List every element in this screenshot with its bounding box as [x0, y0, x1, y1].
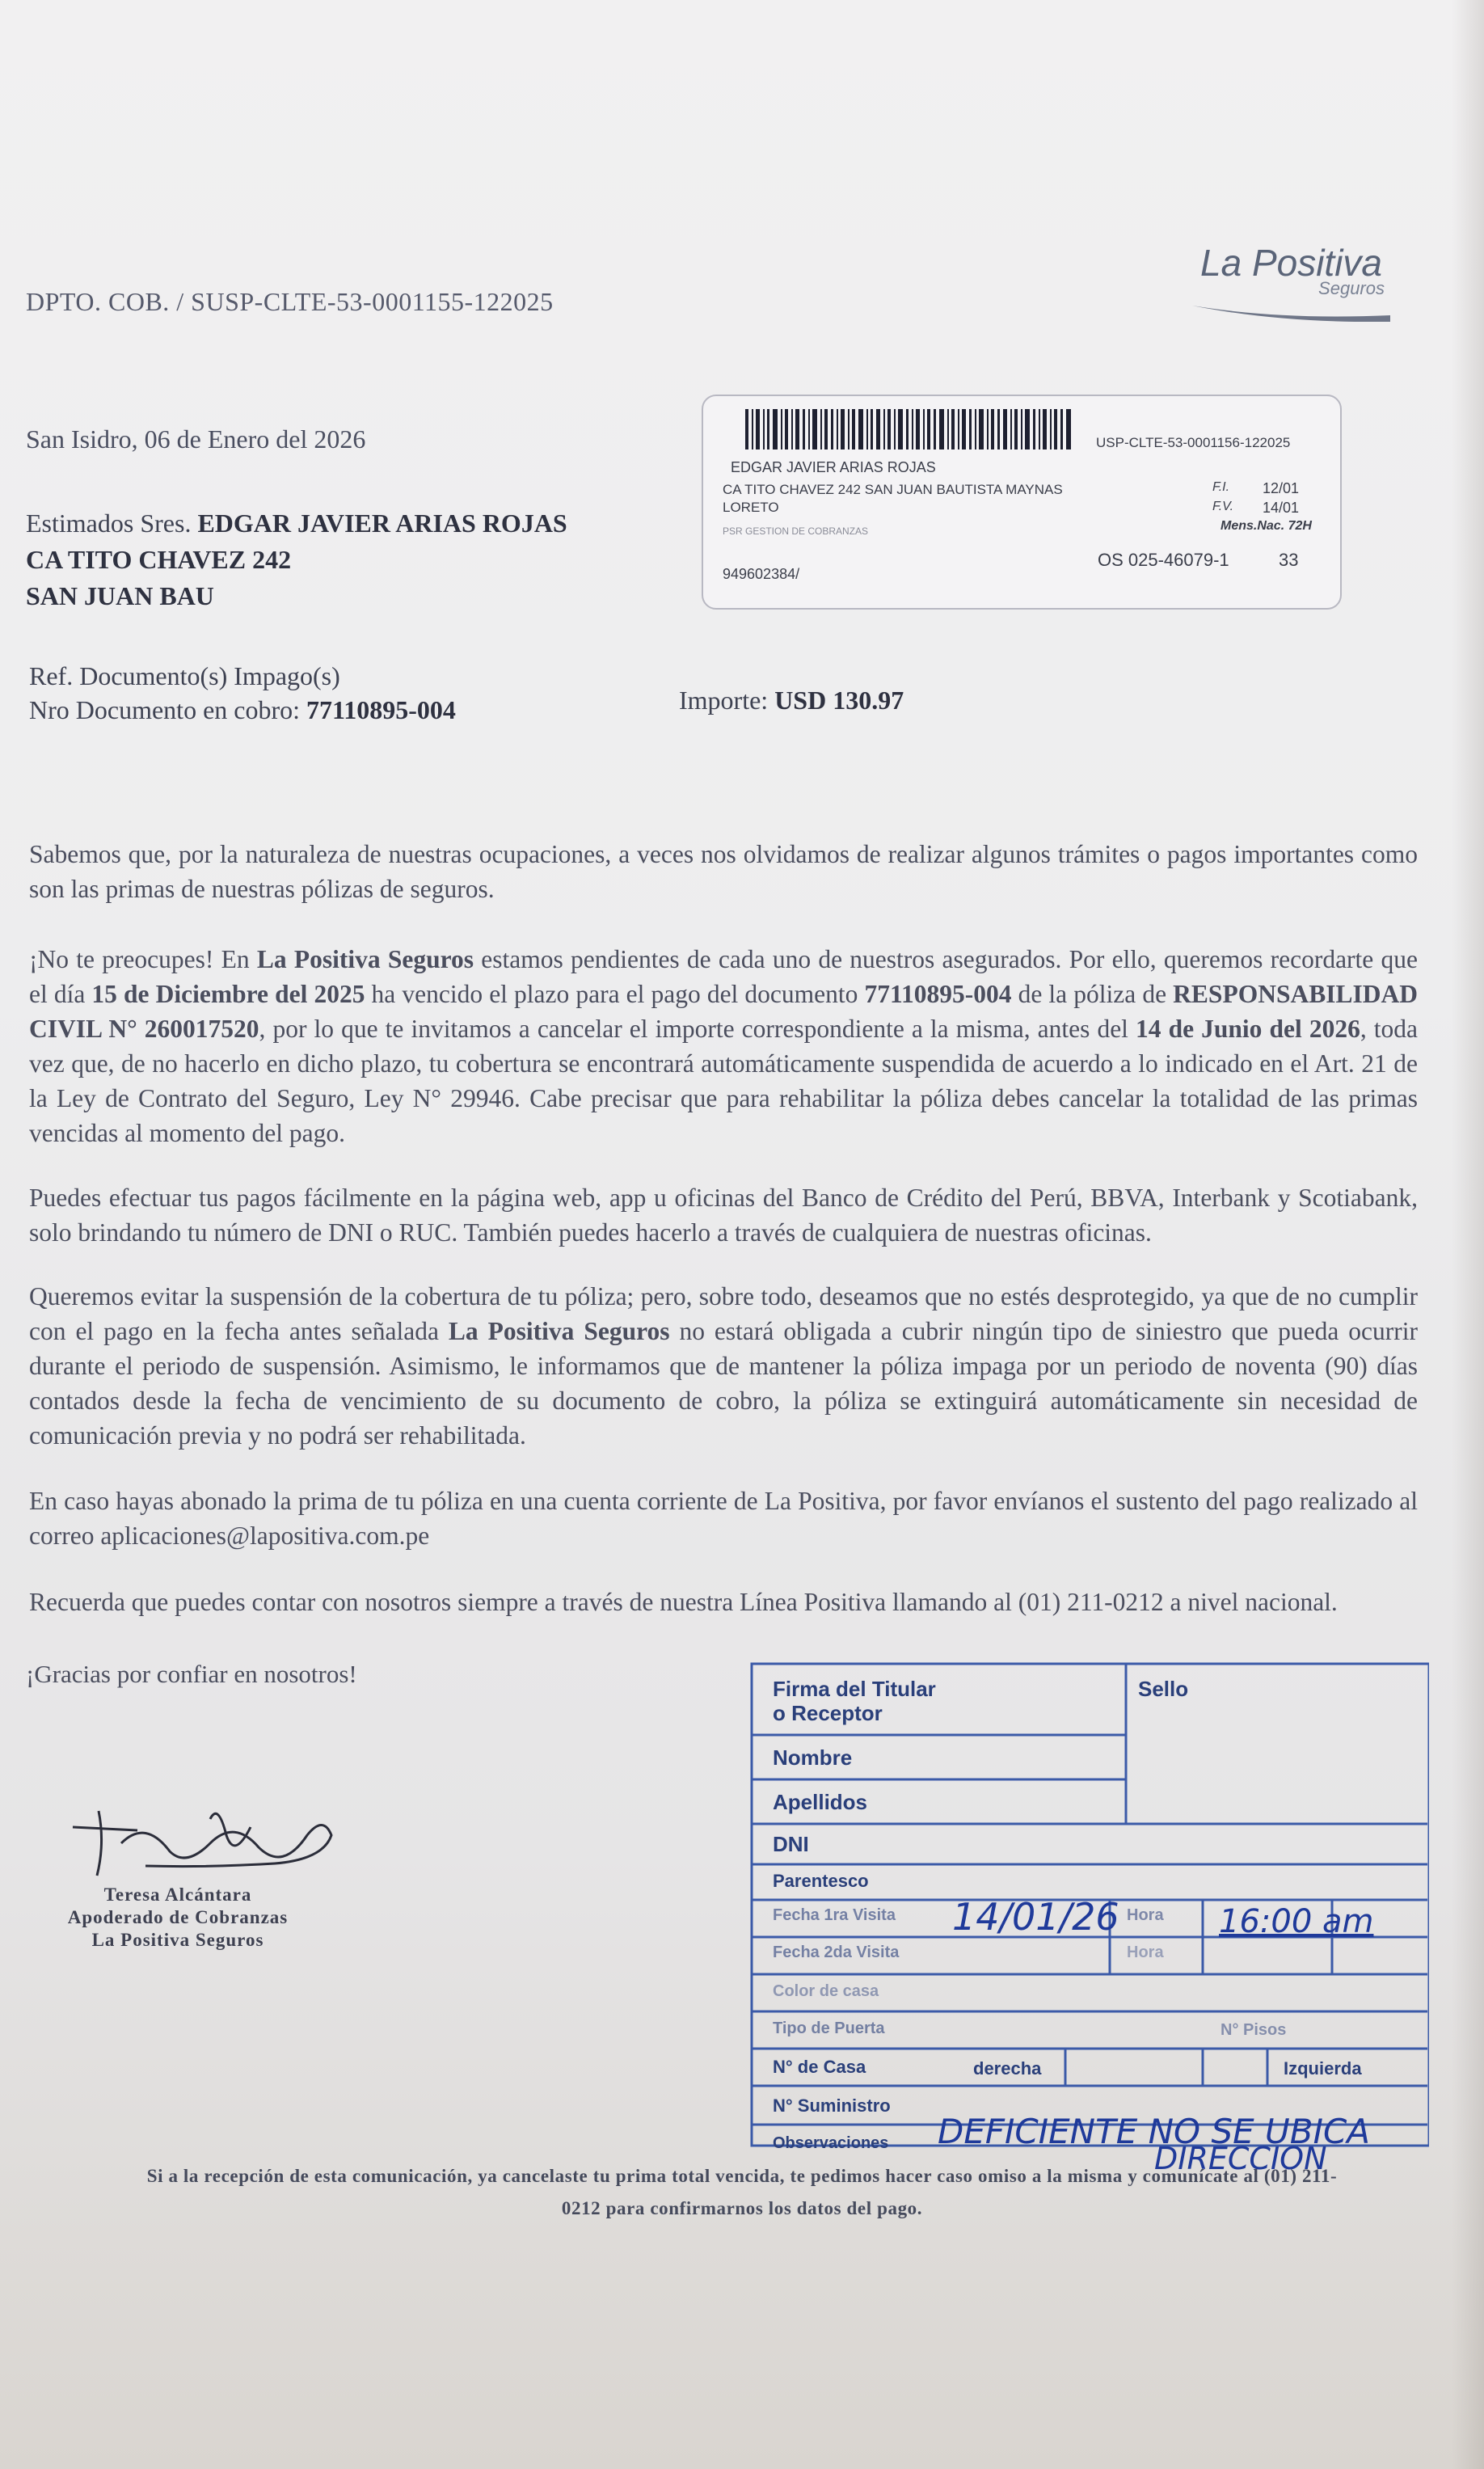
- form-derecha: derecha: [973, 2058, 1042, 2079]
- document-reference: [29, 659, 456, 727]
- handwritten-observation-2: DIRECCION: [1154, 2141, 1327, 2176]
- label-os-num: 33: [1279, 550, 1299, 570]
- form-observaciones: Observaciones: [773, 2134, 889, 2152]
- form-suministro: N° Suministro: [773, 2095, 891, 2116]
- importe-label: Importe:: [679, 686, 769, 715]
- label-code: USP-CLTE-53-0001156-122025: [1096, 435, 1291, 450]
- signer-company: La Positiva Seguros: [91, 1930, 264, 1950]
- handwritten-time: 16:00 am: [1219, 1903, 1374, 1940]
- signer-name: Teresa Alcántara: [103, 1884, 252, 1905]
- form-hora2: Hora: [1127, 1944, 1164, 1961]
- label-mens: Mens.Nac. 72H: [1221, 519, 1312, 533]
- letter-date: San Isidro, 06 de Enero del 2026: [26, 424, 366, 454]
- p2-policy: RESPONSABILIDAD CIVIL N° 260017520: [29, 979, 1418, 1043]
- p2-text-i: , por lo que te invitamos a cancelar el importe correspondiente a la misma, antes del: [259, 1014, 1136, 1043]
- label-name: EDGAR JAVIER ARIAS ROJAS: [731, 459, 936, 475]
- form-nombre: Nombre: [773, 1745, 853, 1770]
- la-positiva-logo: [1184, 241, 1402, 330]
- p2-document: 77110895-004: [864, 979, 1012, 1008]
- paper-shadow: [1452, 0, 1484, 2469]
- department-reference: DPTO. COB. / SUSP-CLTE-53-0001155-122025: [26, 287, 554, 316]
- paragraph-3: Puedes efectuar tus pagos fácilmente en la página web, app u oficinas del Banco de Crédito del Perú, BBVA, Interbank y Scotiabank, solo brindando tu número de DNI o RUC. También puedes hacerlo a través de cualquiera de nuestras oficinas.: [29, 1183, 1418, 1247]
- p2-due-date: 15 de Diciembre del 2025: [91, 979, 365, 1008]
- footer-line-2: 0212 para confirmarnos los datos del pago.: [561, 2198, 923, 2218]
- paragraph-4: [29, 1279, 1418, 1453]
- signer-block: [32, 1884, 323, 1952]
- form-receptor: o Receptor: [773, 1701, 883, 1725]
- paragraph-1: Sabemos que, por la naturaleza de nuestras ocupaciones, a veces nos olvidamos de realizar algunos trámites o pagos importantes como son las primas de nuestras pólizas de seguros.: [29, 839, 1418, 903]
- form-fecha1: Fecha 1ra Visita: [773, 1906, 896, 1924]
- recipient-address: [26, 505, 567, 614]
- importe-value: USD 130.97: [774, 686, 904, 715]
- form-tipo: Tipo de Puerta: [773, 2020, 885, 2037]
- p4-company: La Positiva Seguros: [448, 1316, 670, 1345]
- form-sello: Sello: [1138, 1677, 1189, 1701]
- form-izquierda: Izquierda: [1284, 2058, 1362, 2079]
- nro-label: Nro Documento en cobro:: [29, 695, 301, 724]
- form-fecha2: Fecha 2da Visita: [773, 1944, 900, 1961]
- form-ncasa: N° de Casa: [773, 2057, 866, 2077]
- label-fv-value: 14/01: [1263, 500, 1300, 516]
- p4-text-c: no estará obligada a cubrir ningún tipo de siniestro que pueda ocurrir durante el periodo de suspensión. Asimismo, le informamos que de mantener la póliza impaga por un periodo de noventa (90) días contados desde la fecha de vencimiento de su documento de cobro, la póliza se extinguirá automáticamente sin necesidad de comunicación previa y no podrá ser rehabilitada.: [29, 1316, 1418, 1450]
- address-line-2: SAN JUAN BAU: [26, 581, 214, 610]
- label-gestion: PSR GESTION DE COBRANZAS: [723, 525, 869, 537]
- address-line-1: CA TITO CHAVEZ 242: [26, 545, 292, 574]
- salutation-line: [26, 505, 567, 542]
- footer-line-1: Si a la recepción de esta comunicación, ya cancelaste tu prima total vencida, te pedimos hacer caso omiso a la misma y comunícate al (01) 211-: [146, 2166, 1338, 2186]
- thanks-line: ¡Gracias por confiar en nosotros!: [26, 1660, 357, 1688]
- logo-brand: La Positiva: [1200, 242, 1383, 284]
- recipient-name: EDGAR JAVIER ARIAS ROJAS: [197, 509, 567, 538]
- signer-title: Apoderado de Cobranzas: [67, 1907, 289, 1927]
- label-os: OS 025-46079-1: [1098, 550, 1229, 570]
- p2-text-c: estamos pendientes de cada uno de nuestros asegurados. Por ello, queremos recordarte que el día: [29, 944, 1418, 1008]
- ref-label: Ref. Documento(s) Impago(s): [29, 661, 340, 690]
- label-phone: 949602384/: [723, 566, 800, 582]
- address-label: [702, 395, 1342, 610]
- paragraph-5: En caso hayas abonado la prima de tu póliza en una cuenta corriente de La Positiva, por favor envíanos el sustento del pago realizado al correo aplicaciones@lapositiva.com.pe: [29, 1486, 1418, 1550]
- paragraph-6: Recuerda que puedes contar con nosotros siempre a través de nuestra Línea Positiva llamando al (01) 211-0212 a nivel nacional.: [29, 1587, 1338, 1616]
- label-fv: F.V.: [1212, 500, 1234, 513]
- p2-text-a: ¡No te preocupes! En: [29, 944, 257, 973]
- p2-deadline: 14 de Junio del 2026: [1136, 1014, 1360, 1043]
- form-parentesco: Parentesco: [773, 1871, 869, 1891]
- paragraph-2: [29, 942, 1418, 1150]
- form-pisos: N° Pisos: [1221, 2021, 1287, 2039]
- handwritten-observation: DEFICIENTE NO SE UBICA: [938, 2112, 1371, 2151]
- p4-text-a: Queremos evitar la suspensión de la cobertura de tu póliza; pero, sobre todo, deseamos que no estés desprotegido, ya que de no cumplir con el pago en la fecha antes señalada: [29, 1281, 1418, 1345]
- label-address: CA TITO CHAVEZ 242 SAN JUAN BAUTISTA MAYNAS: [723, 482, 1063, 497]
- handwritten-date: 14/01/26: [952, 1895, 1119, 1939]
- p2-text-e: ha vencido el plazo para el pago del documento: [365, 979, 865, 1008]
- barcode-icon: [745, 409, 1077, 449]
- form-firma: Firma del Titular: [773, 1677, 936, 1701]
- importe: [679, 686, 904, 715]
- signature-icon: [48, 1787, 339, 1892]
- nro-value: 77110895-004: [306, 695, 456, 724]
- label-region: LORETO: [723, 500, 779, 515]
- label-fi-value: 12/01: [1263, 480, 1300, 496]
- p2-company: La Positiva Seguros: [256, 944, 474, 973]
- footer-note: [32, 2160, 1452, 2225]
- form-hora1: Hora: [1127, 1906, 1164, 1924]
- p2-text-g: de la póliza de: [1011, 979, 1174, 1008]
- logo-sub: Seguros: [1318, 278, 1385, 298]
- form-dni: DNI: [773, 1832, 809, 1856]
- p2-text-k: , toda vez que, de no hacerlo en dicho plazo, tu cobertura se encontrará automáticamente suspendida de acuerdo a lo indicado en el Art. 21 de la Ley de Contrato del Seguro, Ley N° 29946. Cabe precisar que para rehabilitar la póliza debes cancelar la totalidad de las primas vencidas al momento del pago.: [29, 1014, 1419, 1147]
- form-apellidos: Apellidos: [773, 1790, 868, 1814]
- label-fi: F.I.: [1212, 480, 1230, 494]
- logo-swoosh-icon: [1184, 298, 1396, 322]
- form-color: Color de casa: [773, 1982, 879, 2000]
- receipt-form: [750, 1662, 1429, 2152]
- salutation: Estimados Sres.: [26, 509, 192, 538]
- nro-line: [29, 693, 456, 727]
